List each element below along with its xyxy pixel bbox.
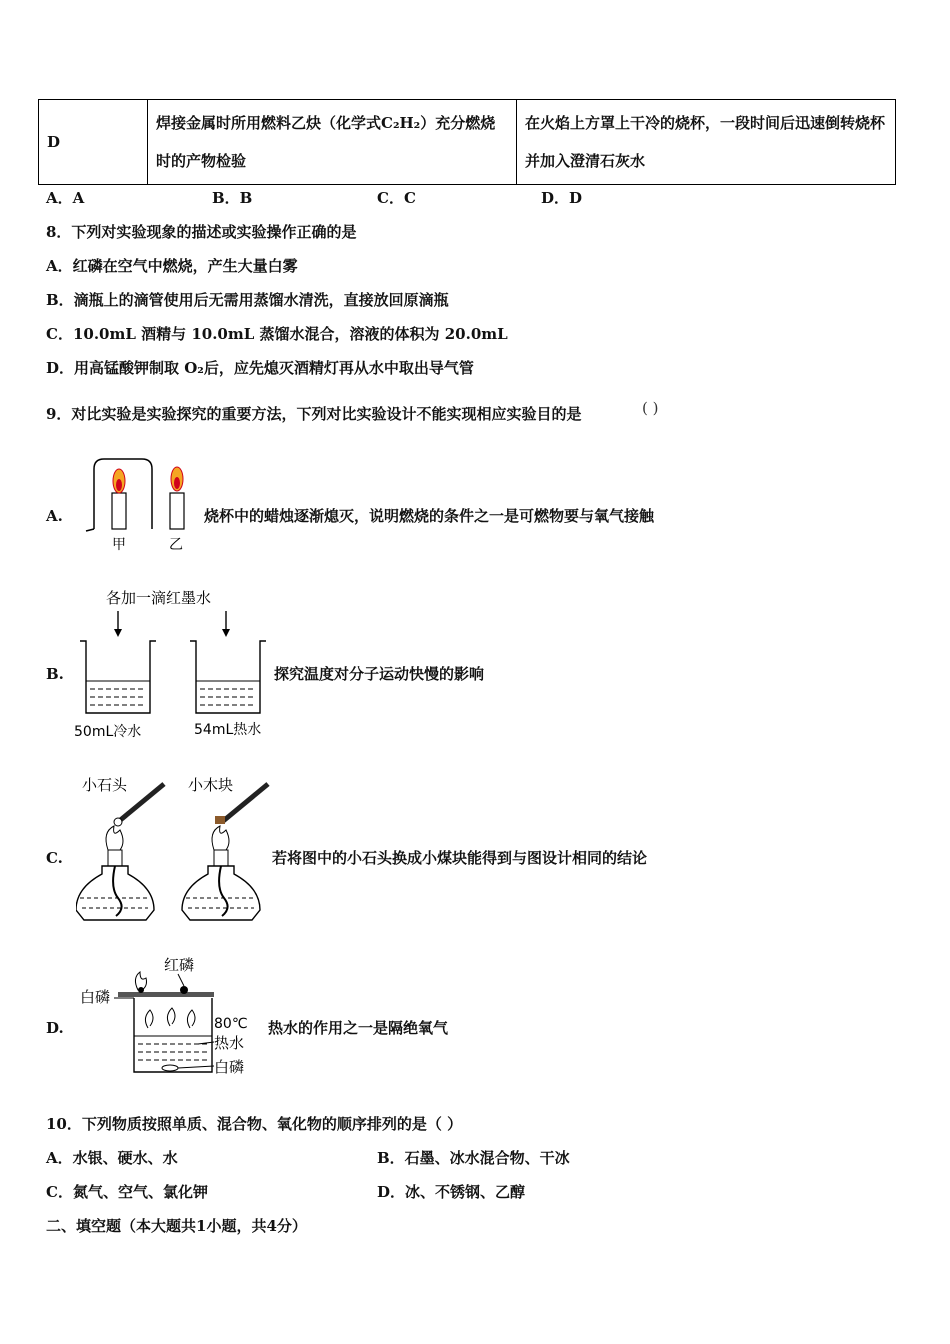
- q7-option-c: C．C: [377, 189, 416, 207]
- table-cell-experiment: 焊接金属时所用燃料乙炔（化学式C₂H₂）充分燃烧时的产物检验: [148, 100, 517, 185]
- q10-option-c: C．氮气、空气、氯化钾: [46, 1183, 208, 1201]
- q8-option-c: C．10.0mL 酒精与 10.0mL 蒸馏水混合，溶液的体积为 20.0mL: [46, 325, 508, 343]
- q10-option-d: D．冰、不锈钢、乙醇: [377, 1183, 526, 1201]
- figure-d-label-white2: 白磷: [214, 1058, 245, 1076]
- beakers-red-ink-figure: [70, 585, 270, 745]
- q9-b-label: B.: [46, 665, 64, 683]
- figure-d-label-red: 红磷: [164, 956, 195, 974]
- figure-b-top-label: 各加一滴红墨水: [106, 589, 212, 607]
- figure-b-label-hot: 54mL热水: [194, 722, 262, 738]
- alcohol-lamps-figure: [76, 770, 276, 930]
- figure-d-label-temp: 80℃: [214, 1016, 248, 1032]
- q7-option-b: B．B: [212, 189, 253, 207]
- q8-stem: 8．下列对实验现象的描述或实验操作正确的是: [46, 223, 357, 241]
- figure-d-label-white: 白磷: [80, 988, 111, 1006]
- q8-option-d: D．用高锰酸钾制取 O₂后，应先熄灭酒精灯再从水中取出导气管: [46, 359, 474, 377]
- q9-answer-blank: ( ): [642, 399, 659, 417]
- q9-a-label: A.: [46, 507, 63, 525]
- q10-option-a: A．水银、硬水、水: [46, 1149, 178, 1167]
- q9-d-text: 热水的作用之一是隔绝氧气: [268, 1019, 449, 1037]
- q10-stem: 10．下列物质按照单质、混合物、氧化物的顺序排列的是（ ）: [46, 1115, 463, 1133]
- q9-d-label: D.: [46, 1019, 64, 1037]
- q8-option-b: B．滴瓶上的滴管使用后无需用蒸馏水清洗，直接放回原滴瓶: [46, 291, 449, 309]
- table-cell-label: D: [39, 100, 148, 185]
- question-7-table: [38, 99, 896, 185]
- figure-b-label-cold: 50mL冷水: [74, 724, 142, 740]
- figure-d-label-water: 热水: [214, 1034, 245, 1052]
- q9-c-text: 若将图中的小石头换成小煤块能得到与图设计相同的结论: [272, 849, 648, 867]
- figure-c-label-stone: 小石头: [82, 776, 128, 794]
- q9-a-text: 烧杯中的蜡烛逐渐熄灭，说明燃烧的条件之一是可燃物要与氧气接触: [204, 507, 655, 525]
- q9-b-text: 探究温度对分子运动快慢的影响: [274, 665, 485, 683]
- table-cell-method: 在火焰上方罩上干冷的烧杯，一段时间后迅速倒转烧杯并加入澄清石灰水: [517, 100, 896, 185]
- figure-a-label-yi: 乙: [169, 537, 183, 553]
- section-2-heading: 二、填空题（本大题共1小题，共4分）: [46, 1217, 307, 1235]
- phosphorus-combustion-figure: [78, 952, 264, 1082]
- candle-beaker-figure: [82, 455, 202, 555]
- q7-option-a: A．A: [46, 189, 85, 207]
- q7-option-d: D．D: [541, 189, 583, 207]
- q10-option-b: B．石墨、冰水混合物、干冰: [377, 1149, 570, 1167]
- figure-c-label-wood: 小木块: [188, 776, 234, 794]
- q8-option-a: A．红磷在空气中燃烧，产生大量白雾: [46, 257, 298, 275]
- q9-c-label: C.: [46, 849, 63, 867]
- q9-stem: 9．对比实验是实验探究的重要方法，下列对比实验设计不能实现相应实验目的是: [46, 405, 582, 423]
- figure-a-label-jia: 甲: [112, 537, 126, 553]
